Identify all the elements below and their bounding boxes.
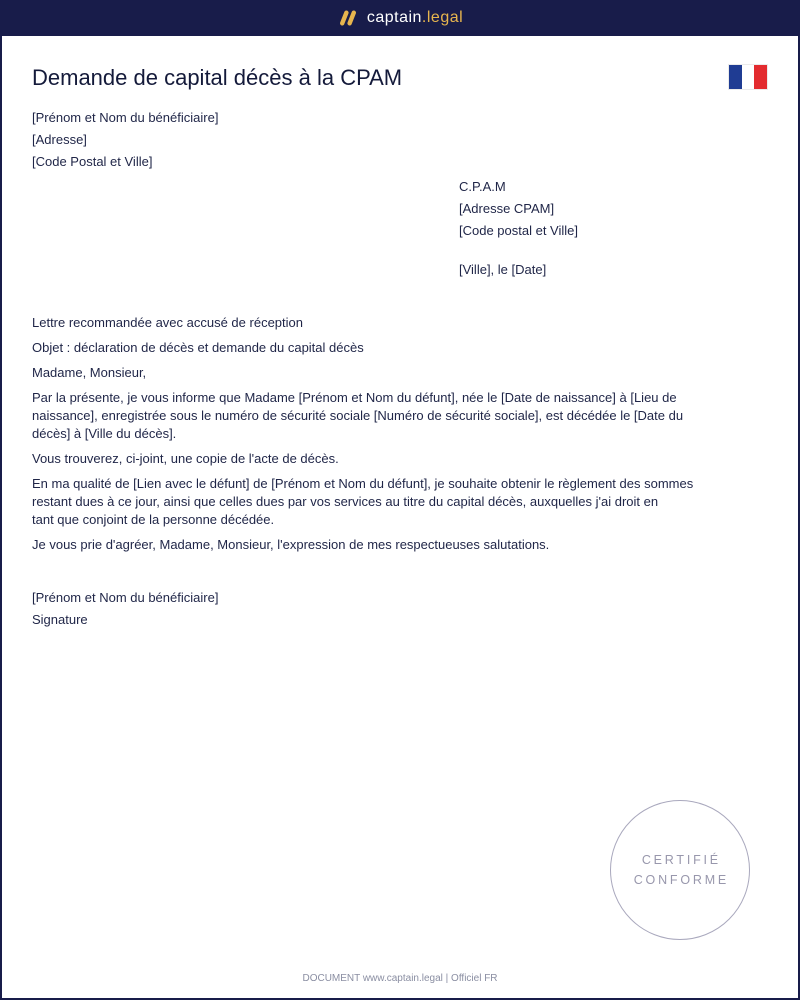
sender-address: [Adresse] [32,132,87,147]
paragraph-line: Vous trouverez, ci-joint, une copie de l'acte de décès. [32,451,339,466]
body-paragraph-request [32,475,693,529]
sender-name: [Prénom et Nom du bénéficiaire] [32,110,219,125]
closing-text: Je vous prie d'agréer, Madame, Monsieur, l'expression de mes respectueuses salutations. [32,537,550,552]
letter-body [32,314,693,561]
brand-logo-link[interactable] [339,8,463,28]
document-title: Demande de capital décès à la CPAM [32,65,403,90]
brand-domain-suffix: .legal [421,9,464,26]
recipient-city: [Code postal et Ville] [459,223,578,238]
signature-label: Signature [32,612,88,627]
flag-stripe-white [742,65,755,89]
stamp-line-certified: CERTIFIÉ [641,853,721,867]
salutation-text: Madame, Monsieur, [32,365,147,380]
paragraph-line: Par la présente, je vous informe que Madame [Prénom et Nom du défunt], née le [Date de naissance] à [Lieu de [32,390,677,405]
recipient-name: C.P.A.M [459,179,506,194]
place-and-date: [Ville], le [Date] [459,262,547,277]
french-flag-icon [729,65,767,89]
recipient-block [459,176,578,281]
paragraph-line: tant que conjoint de la personne décédée. [32,512,275,527]
closing-formula [32,536,693,554]
top-bar [0,0,800,36]
recipient-address: [Adresse CPAM] [459,201,555,216]
mention-text: Lettre recommandée avec accusé de réception [32,315,303,330]
body-paragraph-attachment [32,450,693,468]
flag-stripe-blue [729,65,742,89]
subject-text: Objet : déclaration de décès et demande du capital décès [32,340,364,355]
stamp-line-compliant: CONFORME [633,873,730,887]
paragraph-line: décès] à [Ville du décès]. [32,426,177,441]
paragraph-line: En ma qualité de [Lien avec le défunt] de [Prénom et Nom du défunt], je souhaite obtenir le règlement des sommes [32,476,694,491]
signature-block [32,587,218,631]
certified-stamp [610,800,750,940]
paragraph-line: naissance], enregistrée sous le numéro de sécurité sociale [Numéro de sécurité sociale], est décédée le [Date du [32,408,684,423]
sender-city: [Code Postal et Ville] [32,154,153,169]
signatory-name: [Prénom et Nom du bénéficiaire] [32,590,219,605]
footer-note: DOCUMENT www.captain.legal | Officiel FR [302,973,498,984]
paragraph-line: restant dues à ce jour, ainsi que celles dues par vos services au titre du capital décès, auxquelles j'ai droit en [32,494,659,509]
brand-name: captain [366,9,422,26]
subject-line [32,339,693,357]
flag-stripe-red [754,65,767,89]
salutation [32,364,693,382]
body-paragraph-notification [32,389,693,443]
logo-icon [339,10,357,26]
sender-block [32,107,218,173]
registered-mail-mention [32,314,693,332]
